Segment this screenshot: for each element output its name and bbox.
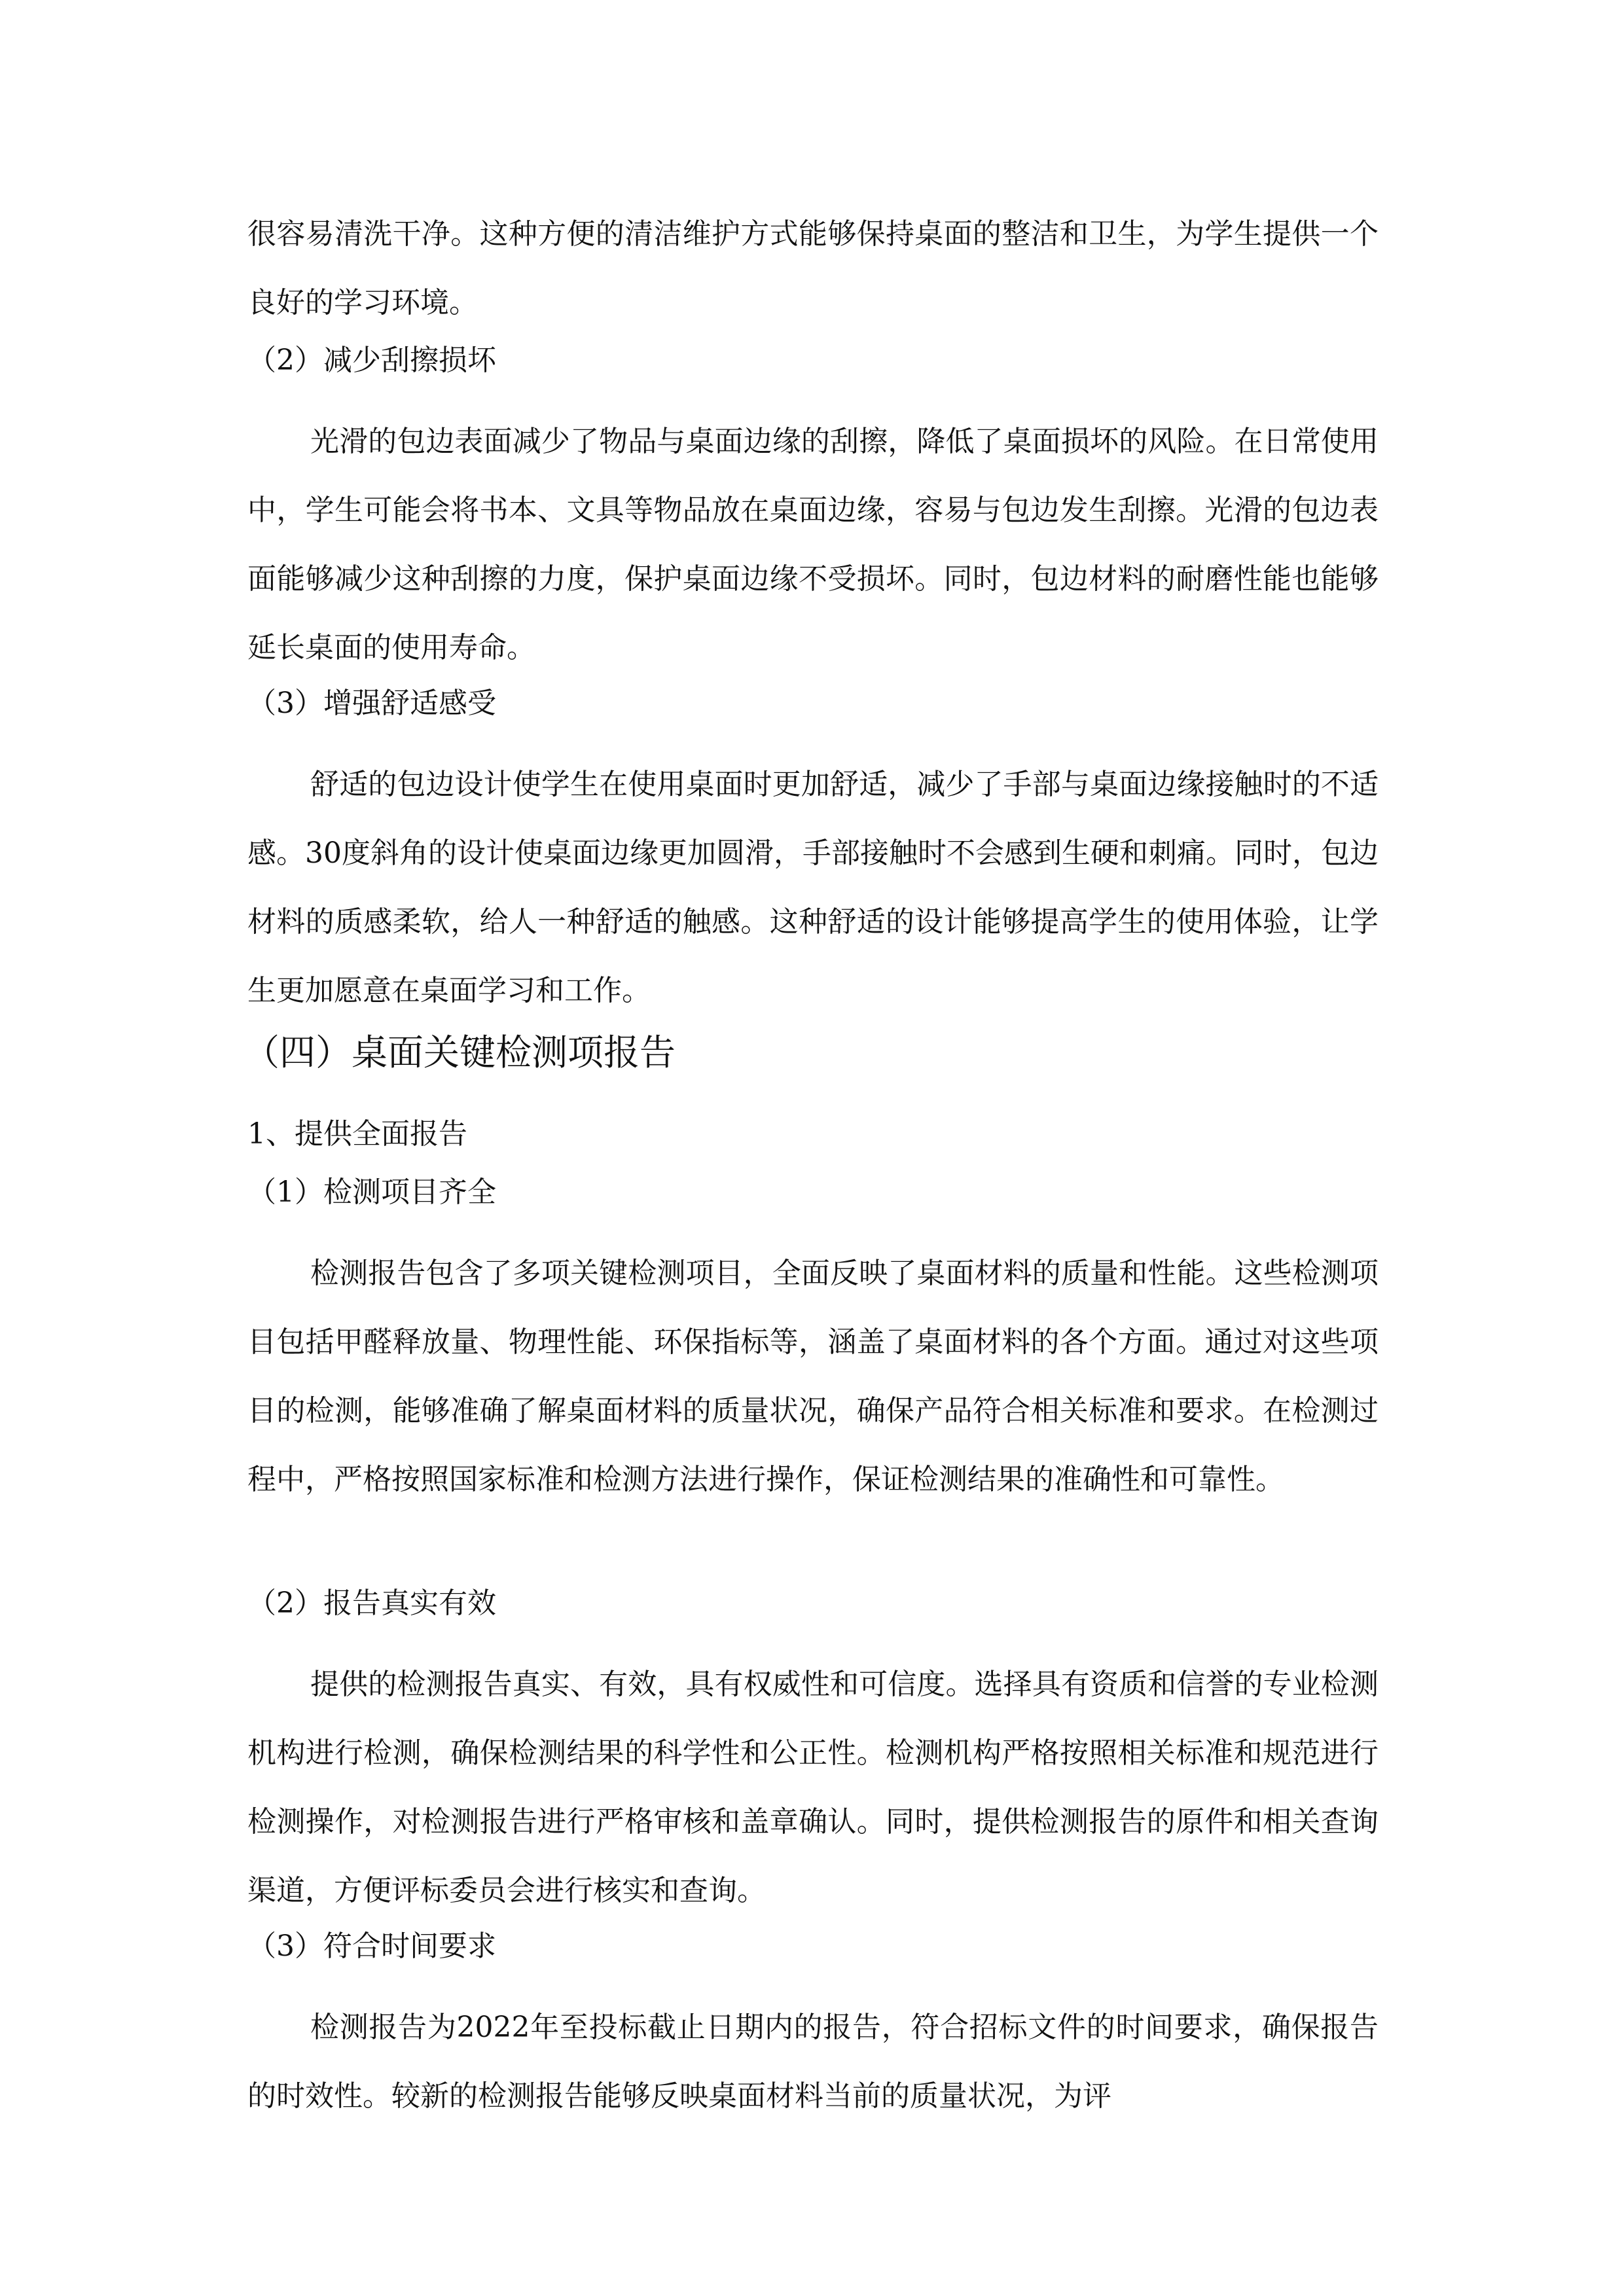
- subsection-heading-reduce-scratch: （2）减少刮擦损坏: [247, 344, 496, 377]
- paragraph-comfort: 舒适的包边设计使学生在使用桌面时更加舒适，减少了手部与桌面边缘接触时的不适感。30度斜角的设计使桌面边缘更加圆滑，手部接触时不会感到生硬和刺痛。同时，包边材料的质感柔软，给人一种舒适的触感。这种舒适的设计能够提高学生的使用体验，让学生更加愿意在桌面学习和工作。: [247, 768, 1379, 1007]
- paragraph-reduce-scratch: 光滑的包边表面减少了物品与桌面边缘的刮擦，降低了桌面损坏的风险。在日常使用中，学生可能会将书本、文具等物品放在桌面边缘，容易与包边发生刮擦。光滑的包边表面能够减少这种刮擦的力度，保护桌面边缘不受损坏。同时，包边材料的耐磨性能也能够延长桌面的使用寿命。: [247, 425, 1379, 664]
- paragraph-complete-items: 检测报告包含了多项关键检测项目，全面反映了桌面材料的质量和性能。这些检测项目包括甲醛释放量、物理性能、环保指标等，涵盖了桌面材料的各个方面。通过对这些项目的检测，能够准确了解桌面材料的质量状况，确保产品符合相关标准和要求。在检测过程中，严格按照国家标准和检测方法进行操作，保证检测结果的准确性和可靠性。: [247, 1257, 1379, 1496]
- paragraph-time-requirement: 检测报告为2022年至投标截止日期内的报告，符合招标文件的时间要求，确保报告的时效性。较新的检测报告能够反映桌面材料当前的质量状况，为评: [247, 2011, 1379, 2113]
- section-heading-test-report: （四）桌面关键检测项报告: [244, 1031, 676, 1073]
- subsection-heading-comfort: （3）增强舒适感受: [247, 687, 496, 720]
- subsection-heading-valid-report: （2）报告真实有效: [247, 1587, 496, 1620]
- subsection-heading-time-requirement: （3）符合时间要求: [247, 1929, 496, 1963]
- subsection-heading-complete-items: （1）检测项目齐全: [247, 1175, 496, 1209]
- item-heading-full-report: 1、提供全面报告: [247, 1117, 467, 1151]
- paragraph-valid-report: 提供的检测报告真实、有效，具有权威性和可信度。选择具有资质和信誉的专业检测机构进行检测，确保检测结果的科学性和公正性。检测机构严格按照相关标准和规范进行检测操作，对检测报告进行严格审核和盖章确认。同时，提供检测报告的原件和相关查询渠道，方便评标委员会进行核实和查询。: [247, 1668, 1379, 1907]
- continuation-paragraph: 很容易清洗干净。这种方便的清洁维护方式能够保持桌面的整洁和卫生，为学生提供一个良好的学习环境。: [247, 217, 1379, 319]
